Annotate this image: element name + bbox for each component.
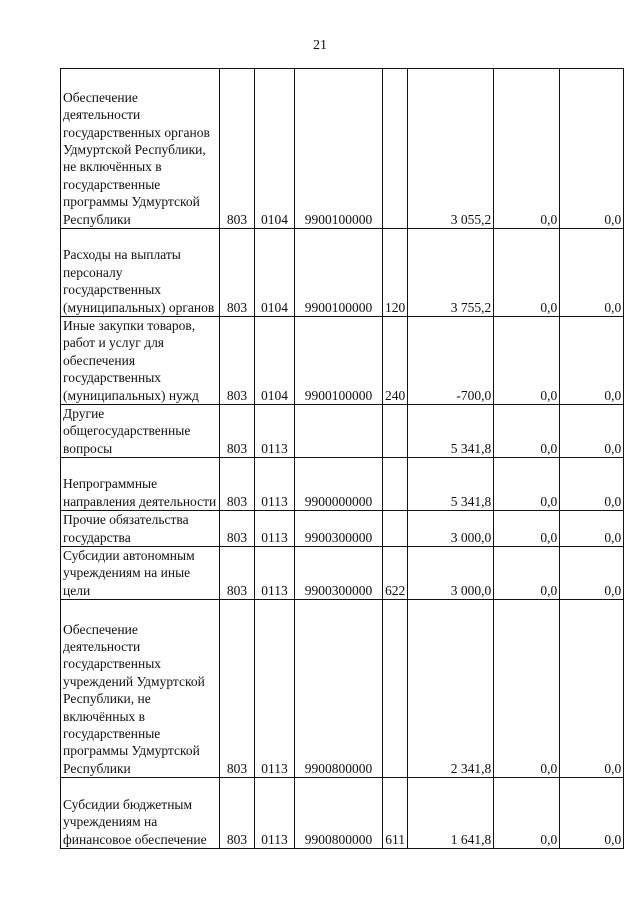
section-code: 0104	[255, 317, 295, 405]
sum-col-3: 0,0	[560, 229, 624, 317]
section-code: 0113	[255, 547, 295, 600]
expense-code	[383, 511, 408, 547]
sum-col-1: 3 055,2	[408, 69, 494, 229]
expense-code	[383, 600, 408, 778]
sum-col-2: 0,0	[494, 511, 560, 547]
sum-col-2: 0,0	[494, 69, 560, 229]
sum-col-3: 0,0	[560, 458, 624, 511]
ministry-code: 803	[220, 547, 255, 600]
table-row	[61, 458, 624, 511]
table-row	[61, 778, 624, 849]
sum-col-3: 0,0	[560, 405, 624, 458]
table-row	[61, 229, 624, 317]
sum-col-1: 3 755,2	[408, 229, 494, 317]
sum-col-2: 0,0	[494, 405, 560, 458]
row-name: Обеспечение деятельности государственных учреждений Удмуртской Республики, не включённых в государственные программы Удмуртской Республики	[61, 600, 220, 778]
sum-col-3: 0,0	[560, 69, 624, 229]
row-name: Непрограммные направления деятельности	[61, 458, 220, 511]
page-number: 21	[313, 38, 327, 53]
target-code: 9900800000	[295, 778, 383, 849]
expense-code	[383, 458, 408, 511]
section-code: 0104	[255, 69, 295, 229]
section-code: 0104	[255, 229, 295, 317]
sum-col-3: 0,0	[560, 778, 624, 849]
target-code: 9900300000	[295, 511, 383, 547]
ministry-code: 803	[220, 458, 255, 511]
row-name: Расходы на выплаты персоналу государственных (муниципальных) органов	[61, 229, 220, 317]
ministry-code: 803	[220, 229, 255, 317]
sum-col-1: 5 341,8	[408, 405, 494, 458]
ministry-code: 803	[220, 600, 255, 778]
target-code: 9900000000	[295, 458, 383, 511]
section-code: 0113	[255, 458, 295, 511]
sum-col-2: 0,0	[494, 229, 560, 317]
table-row	[61, 511, 624, 547]
row-name: Субсидии автономным учреждениям на иные цели	[61, 547, 220, 600]
sum-col-2: 0,0	[494, 458, 560, 511]
target-code	[295, 405, 383, 458]
table-row	[61, 600, 624, 778]
sum-col-3: 0,0	[560, 511, 624, 547]
budget-table	[60, 68, 624, 849]
sum-col-1: -700,0	[408, 317, 494, 405]
expense-code: 120	[383, 229, 408, 317]
target-code: 9900100000	[295, 229, 383, 317]
expense-code: 622	[383, 547, 408, 600]
ministry-code: 803	[220, 317, 255, 405]
target-code: 9900100000	[295, 69, 383, 229]
table-row	[61, 69, 624, 229]
section-code: 0113	[255, 511, 295, 547]
target-code: 9900800000	[295, 600, 383, 778]
ministry-code: 803	[220, 778, 255, 849]
row-name: Прочие обязательства государства	[61, 511, 220, 547]
expense-code: 611	[383, 778, 408, 849]
row-name: Субсидии бюджетным учреждениям на финансовое обеспечение	[61, 778, 220, 849]
ministry-code: 803	[220, 69, 255, 229]
sum-col-3: 0,0	[560, 600, 624, 778]
section-code: 0113	[255, 778, 295, 849]
sum-col-1: 5 341,8	[408, 458, 494, 511]
sum-col-3: 0,0	[560, 547, 624, 600]
table-row	[61, 405, 624, 458]
ministry-code: 803	[220, 405, 255, 458]
expense-code	[383, 69, 408, 229]
sum-col-1: 3 000,0	[408, 511, 494, 547]
expense-code	[383, 405, 408, 458]
section-code: 0113	[255, 600, 295, 778]
ministry-code: 803	[220, 511, 255, 547]
table-row	[61, 317, 624, 405]
section-code: 0113	[255, 405, 295, 458]
expense-code: 240	[383, 317, 408, 405]
sum-col-2: 0,0	[494, 600, 560, 778]
target-code: 9900300000	[295, 547, 383, 600]
sum-col-1: 2 341,8	[408, 600, 494, 778]
table-row	[61, 547, 624, 600]
row-name: Другие общегосударственные вопросы	[61, 405, 220, 458]
sum-col-2: 0,0	[494, 547, 560, 600]
sum-col-2: 0,0	[494, 778, 560, 849]
sum-col-2: 0,0	[494, 317, 560, 405]
sum-col-3: 0,0	[560, 317, 624, 405]
row-name: Обеспечение деятельности государственных органов Удмуртской Республики, не включённых в государственные программы Удмуртской Республики	[61, 69, 220, 229]
sum-col-1: 1 641,8	[408, 778, 494, 849]
row-name: Иные закупки товаров, работ и услуг для обеспечения государственных (муниципальных) нужд	[61, 317, 220, 405]
sum-col-1: 3 000,0	[408, 547, 494, 600]
target-code: 9900100000	[295, 317, 383, 405]
